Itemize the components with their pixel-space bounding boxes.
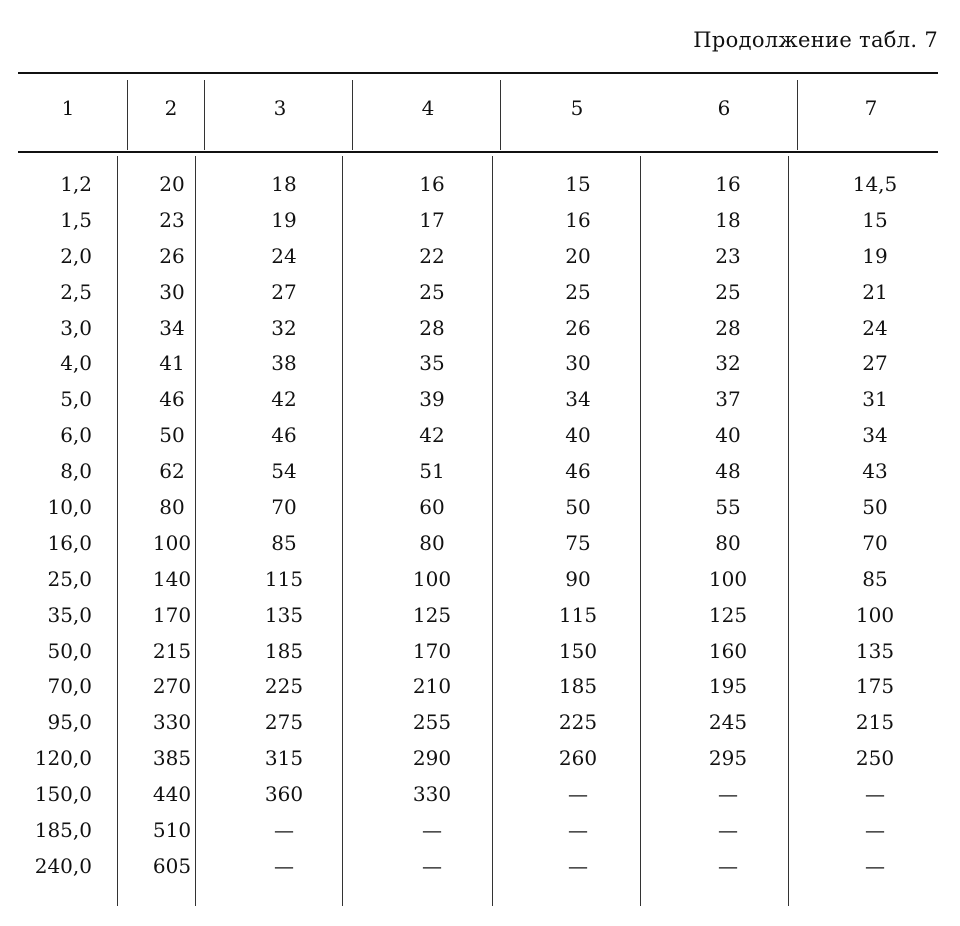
table-cell: 100 bbox=[855, 602, 895, 627]
top-rule bbox=[18, 72, 938, 74]
table-cell: 26 bbox=[159, 243, 185, 268]
table-cell: 170 bbox=[152, 602, 192, 627]
table-cell: 62 bbox=[159, 459, 185, 484]
table-cell: 24 bbox=[271, 243, 297, 268]
table-cell: 330 bbox=[412, 782, 452, 807]
table-cell: 55 bbox=[715, 495, 741, 520]
table-cell: 90 bbox=[565, 566, 591, 591]
table-cell: 50 bbox=[159, 423, 185, 448]
table-cell: 16 bbox=[565, 207, 591, 232]
table-cell: 28 bbox=[419, 315, 445, 340]
table-row bbox=[0, 674, 960, 710]
table-row bbox=[0, 387, 960, 423]
table-cell: 16 bbox=[419, 172, 445, 196]
table-cell: 15 bbox=[565, 172, 591, 196]
table-cell: 25 bbox=[715, 279, 741, 304]
table-cell: — bbox=[274, 853, 294, 878]
table-cell: 22 bbox=[419, 243, 445, 268]
table-cell: 37 bbox=[715, 387, 741, 412]
table-cell: 40 bbox=[715, 423, 741, 448]
table-row bbox=[0, 244, 960, 280]
table-row bbox=[0, 459, 960, 495]
table-row bbox=[0, 854, 960, 890]
table-cell: 20 bbox=[159, 172, 185, 196]
table-cell: 85 bbox=[862, 566, 888, 591]
header-cell: 5 bbox=[570, 96, 584, 120]
table-cell: 19 bbox=[862, 243, 888, 268]
table-cell: 210 bbox=[412, 674, 452, 699]
table-cell: 34 bbox=[565, 387, 591, 412]
table-cell: 46 bbox=[271, 423, 297, 448]
table-row bbox=[0, 172, 960, 208]
table-row bbox=[0, 746, 960, 782]
header-cell: 1 bbox=[61, 96, 75, 120]
table-cell: 70,0 bbox=[47, 674, 92, 699]
table-body bbox=[0, 172, 960, 890]
table-cell: 225 bbox=[264, 674, 304, 699]
table-cell: — bbox=[718, 853, 738, 878]
table-cell: 42 bbox=[271, 387, 297, 412]
table-cell: 290 bbox=[412, 746, 452, 771]
table-cell: 18 bbox=[715, 207, 741, 232]
table-cell: 140 bbox=[152, 566, 192, 591]
table-cell: 100 bbox=[708, 566, 748, 591]
table-cell: 39 bbox=[419, 387, 445, 412]
table-cell: 6,0 bbox=[60, 423, 92, 448]
table-cell: 35 bbox=[419, 351, 445, 376]
table-cell: 14,5 bbox=[852, 172, 898, 196]
table-cell: — bbox=[274, 818, 294, 843]
table-cell: 80 bbox=[159, 495, 185, 520]
header-cell: 4 bbox=[421, 96, 435, 120]
table-cell: — bbox=[568, 818, 588, 843]
table-cell: 150 bbox=[558, 638, 598, 663]
table-cell: 95,0 bbox=[47, 710, 92, 735]
table-cell: 275 bbox=[264, 710, 304, 735]
header-row bbox=[0, 96, 960, 126]
table-cell: 100 bbox=[412, 566, 452, 591]
table-cell: 5,0 bbox=[60, 387, 92, 412]
table-cell: 100 bbox=[152, 530, 192, 555]
table-row bbox=[0, 567, 960, 603]
table-cell: 31 bbox=[862, 387, 888, 412]
table-cell: — bbox=[865, 853, 885, 878]
table-cell: 20 bbox=[565, 243, 591, 268]
table-cell: 315 bbox=[264, 746, 304, 771]
table-cell: 605 bbox=[152, 853, 192, 878]
table-cell: 48 bbox=[715, 459, 741, 484]
table-cell: 34 bbox=[159, 315, 185, 340]
header-rule bbox=[18, 151, 938, 153]
table-cell: 24 bbox=[862, 315, 888, 340]
table-cell: 23 bbox=[159, 207, 185, 232]
table-cell: 170 bbox=[412, 638, 452, 663]
table-cell: 195 bbox=[708, 674, 748, 699]
table-cell: 25 bbox=[419, 279, 445, 304]
table-cell: 3,0 bbox=[60, 315, 92, 340]
table-cell: — bbox=[568, 782, 588, 807]
table-cell: 185,0 bbox=[34, 818, 92, 843]
table-cell: 46 bbox=[565, 459, 591, 484]
table-cell: 255 bbox=[412, 710, 452, 735]
table-cell: 32 bbox=[715, 351, 741, 376]
table-cell: 125 bbox=[412, 602, 452, 627]
table-cell: 70 bbox=[862, 530, 888, 555]
table-cell: 510 bbox=[152, 818, 192, 843]
table-cell: 50 bbox=[565, 495, 591, 520]
table-cell: 225 bbox=[558, 710, 598, 735]
table-cell: 43 bbox=[862, 459, 888, 484]
table-cell: 125 bbox=[708, 602, 748, 627]
table-cell: 30 bbox=[565, 351, 591, 376]
table-cell: 17 bbox=[419, 207, 445, 232]
table-cell: 385 bbox=[152, 746, 192, 771]
table-cell: 42 bbox=[419, 423, 445, 448]
table-cell: — bbox=[568, 853, 588, 878]
table-cell: 51 bbox=[419, 459, 445, 484]
table-cell: 185 bbox=[558, 674, 598, 699]
table-cell: 2,0 bbox=[60, 243, 92, 268]
table-cell: 23 bbox=[715, 243, 741, 268]
table-cell: — bbox=[422, 853, 442, 878]
header-cell: 3 bbox=[273, 96, 287, 120]
table-row bbox=[0, 208, 960, 244]
table-cell: 270 bbox=[152, 674, 192, 699]
table-cell: 38 bbox=[271, 351, 297, 376]
table-row bbox=[0, 423, 960, 459]
table-row bbox=[0, 603, 960, 639]
table-row bbox=[0, 710, 960, 746]
table-cell: 25 bbox=[565, 279, 591, 304]
table-cell: 135 bbox=[264, 602, 304, 627]
table-cell: 4,0 bbox=[60, 351, 92, 376]
table-cell: — bbox=[718, 782, 738, 807]
table-row bbox=[0, 531, 960, 567]
table-cell: 50 bbox=[862, 495, 888, 520]
table-cell: 18 bbox=[271, 172, 297, 196]
table-cell: — bbox=[422, 818, 442, 843]
table-cell: 19 bbox=[271, 207, 297, 232]
table-cell: 8,0 bbox=[60, 459, 92, 484]
table-cell: — bbox=[865, 818, 885, 843]
header-cell: 6 bbox=[717, 96, 731, 120]
table-row bbox=[0, 316, 960, 352]
table-cell: 16 bbox=[715, 172, 741, 196]
table-cell: 70 bbox=[271, 495, 297, 520]
table-cell: 15 bbox=[862, 207, 888, 232]
table-cell: 41 bbox=[159, 351, 185, 376]
table-cell: — bbox=[865, 782, 885, 807]
table-cell: — bbox=[718, 818, 738, 843]
table-cell: 135 bbox=[855, 638, 895, 663]
table-cell: 1,5 bbox=[60, 207, 92, 232]
table-cell: 27 bbox=[862, 351, 888, 376]
table-cell: 215 bbox=[152, 638, 192, 663]
table-row bbox=[0, 351, 960, 387]
table-cell: 25,0 bbox=[47, 566, 92, 591]
table-cell: 440 bbox=[152, 782, 192, 807]
table-cell: 60 bbox=[419, 495, 445, 520]
table-cell: 16,0 bbox=[47, 530, 92, 555]
table-cell: 175 bbox=[855, 674, 895, 699]
table-cell: 30 bbox=[159, 279, 185, 304]
table-cell: 240,0 bbox=[34, 853, 92, 878]
table-cell: 50,0 bbox=[47, 638, 92, 663]
table-cell: 85 bbox=[271, 530, 297, 555]
table-cell: 75 bbox=[565, 530, 591, 555]
table-cell: 80 bbox=[419, 530, 445, 555]
table-cell: 1,2 bbox=[60, 172, 92, 196]
table-cell: 215 bbox=[855, 710, 895, 735]
table-cell: 2,5 bbox=[60, 279, 92, 304]
table-cell: 10,0 bbox=[47, 495, 92, 520]
table-cell: 26 bbox=[565, 315, 591, 340]
table-caption: Продолжение табл. 7 bbox=[693, 28, 938, 52]
table-cell: 34 bbox=[862, 423, 888, 448]
table-cell: 35,0 bbox=[47, 602, 92, 627]
table-cell: 120,0 bbox=[34, 746, 92, 771]
table-row bbox=[0, 280, 960, 316]
table-cell: 54 bbox=[271, 459, 297, 484]
table-cell: 115 bbox=[558, 602, 598, 627]
table-cell: 150,0 bbox=[34, 782, 92, 807]
table-cell: 80 bbox=[715, 530, 741, 555]
table-cell: 295 bbox=[708, 746, 748, 771]
table-cell: 185 bbox=[264, 638, 304, 663]
table-cell: 32 bbox=[271, 315, 297, 340]
table-row bbox=[0, 495, 960, 531]
table-cell: 250 bbox=[855, 746, 895, 771]
table-cell: 21 bbox=[862, 279, 888, 304]
table-cell: 46 bbox=[159, 387, 185, 412]
table-cell: 160 bbox=[708, 638, 748, 663]
table-cell: 260 bbox=[558, 746, 598, 771]
table-cell: 115 bbox=[264, 566, 304, 591]
header-cell: 2 bbox=[164, 96, 178, 120]
table-cell: 360 bbox=[264, 782, 304, 807]
table-row bbox=[0, 818, 960, 854]
table-cell: 245 bbox=[708, 710, 748, 735]
table-cell: 27 bbox=[271, 279, 297, 304]
table-cell: 28 bbox=[715, 315, 741, 340]
table-cell: 40 bbox=[565, 423, 591, 448]
table-row bbox=[0, 782, 960, 818]
table-cell: 330 bbox=[152, 710, 192, 735]
header-cell: 7 bbox=[864, 96, 878, 120]
table-row bbox=[0, 639, 960, 675]
